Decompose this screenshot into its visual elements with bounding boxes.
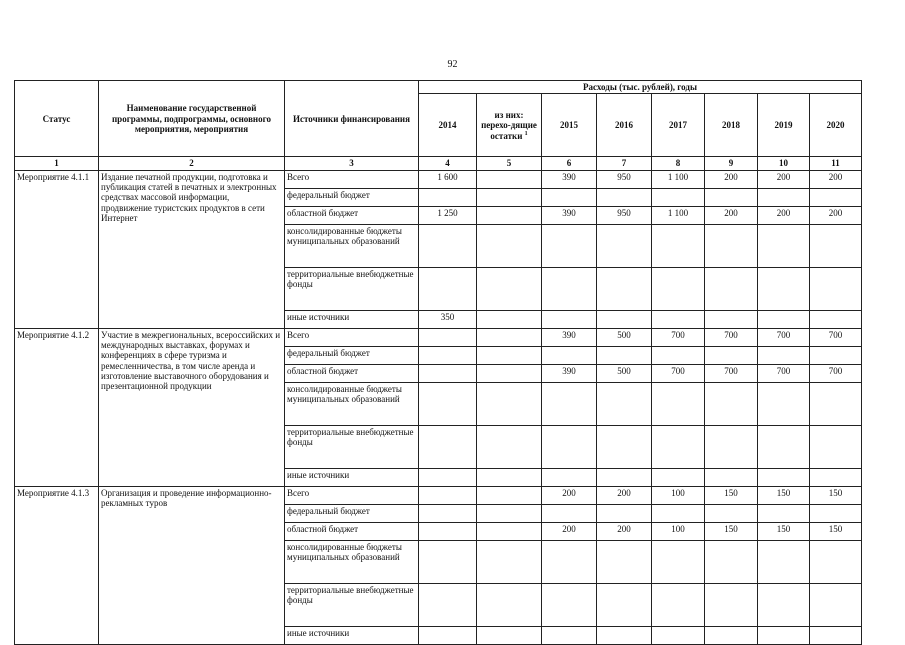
amount-cell	[758, 382, 810, 425]
amount-cell	[705, 310, 758, 328]
amount-cell	[758, 224, 810, 267]
funding-source: Всего	[285, 486, 419, 504]
amount-cell: 100	[652, 486, 705, 504]
amount-cell	[419, 468, 477, 486]
measure-name: Издание печатной продукции, подготовка и публикация статей в печатных и электронных средствах массовой информации, продвижение туристских продуктов в сети Интернет	[99, 170, 285, 328]
amount-cell	[810, 382, 862, 425]
funding-source: иные источники	[285, 468, 419, 486]
amount-cell	[810, 468, 862, 486]
amount-cell	[419, 540, 477, 583]
amount-cell: 390	[542, 328, 597, 346]
amount-cell	[758, 346, 810, 364]
amount-cell	[810, 540, 862, 583]
funding-source: территориальные внебюджетные фонды	[285, 425, 419, 468]
amount-cell: 150	[758, 486, 810, 504]
header-of-which: из них: перехо-дящие остатки $^1$	[477, 94, 542, 157]
funding-source: территориальные внебюджетные фонды	[285, 583, 419, 626]
funding-source: иные источники	[285, 310, 419, 328]
amount-cell	[705, 540, 758, 583]
header-year-2014: 2014	[419, 94, 477, 157]
amount-cell: 700	[810, 328, 862, 346]
measure-name: Организация и проведение информационно-рекламных туров	[99, 486, 285, 644]
amount-cell	[597, 346, 652, 364]
amount-cell	[542, 626, 597, 644]
amount-cell	[419, 425, 477, 468]
header-year-2015: 2015	[542, 94, 597, 157]
column-number: 7	[597, 157, 652, 170]
amount-cell	[477, 504, 542, 522]
amount-cell	[477, 468, 542, 486]
amount-cell: 500	[597, 328, 652, 346]
column-numbers-row	[15, 157, 862, 170]
amount-cell: 700	[652, 364, 705, 382]
amount-cell: 390	[542, 206, 597, 224]
amount-cell	[652, 425, 705, 468]
column-number: 4	[419, 157, 477, 170]
amount-cell	[542, 267, 597, 310]
amount-cell	[597, 504, 652, 522]
amount-cell	[652, 540, 705, 583]
amount-cell: 500	[597, 364, 652, 382]
header-year-2020: 2020	[810, 94, 862, 157]
table-row	[15, 328, 862, 346]
header-year-2017: 2017	[652, 94, 705, 157]
column-number: 10	[758, 157, 810, 170]
amount-cell	[758, 310, 810, 328]
amount-cell: 1 250	[419, 206, 477, 224]
amount-cell	[705, 583, 758, 626]
header-year-2019: 2019	[758, 94, 810, 157]
amount-cell: 1 600	[419, 170, 477, 188]
amount-cell	[758, 425, 810, 468]
funding-source: консолидированные бюджеты муниципальных образований	[285, 382, 419, 425]
amount-cell: 200	[542, 486, 597, 504]
amount-cell	[652, 583, 705, 626]
amount-cell	[652, 224, 705, 267]
funding-source: иные источники	[285, 626, 419, 644]
amount-cell	[705, 626, 758, 644]
amount-cell	[419, 224, 477, 267]
amount-cell: 150	[705, 486, 758, 504]
amount-cell	[705, 425, 758, 468]
funding-source: Всего	[285, 328, 419, 346]
funding-source: Всего	[285, 170, 419, 188]
amount-cell	[477, 540, 542, 583]
amount-cell: 200	[597, 522, 652, 540]
amount-cell: 700	[705, 364, 758, 382]
amount-cell	[810, 267, 862, 310]
amount-cell	[419, 583, 477, 626]
column-number: 8	[652, 157, 705, 170]
amount-cell	[597, 267, 652, 310]
amount-cell	[477, 206, 542, 224]
amount-cell	[705, 504, 758, 522]
header-sources: Источники финансирования	[285, 81, 419, 157]
amount-cell: 200	[597, 486, 652, 504]
amount-cell: 1 100	[652, 170, 705, 188]
amount-cell	[705, 468, 758, 486]
header-year-2018: 2018	[705, 94, 758, 157]
header-name: Наименование государственной программы, подпрограммы, основного мероприятия, мероприятия	[99, 81, 285, 157]
amount-cell	[477, 170, 542, 188]
amount-cell: 150	[810, 486, 862, 504]
header-expenses: Расходы (тыс. рублей), годы	[419, 81, 862, 94]
amount-cell: 390	[542, 364, 597, 382]
amount-cell: 200	[705, 170, 758, 188]
amount-cell	[758, 504, 810, 522]
amount-cell	[542, 310, 597, 328]
amount-cell: 200	[705, 206, 758, 224]
amount-cell	[477, 267, 542, 310]
amount-cell	[652, 188, 705, 206]
amount-cell	[810, 224, 862, 267]
funding-source: федеральный бюджет	[285, 346, 419, 364]
amount-cell: 950	[597, 170, 652, 188]
amount-cell	[758, 188, 810, 206]
funding-source: территориальные внебюджетные фонды	[285, 267, 419, 310]
amount-cell	[477, 522, 542, 540]
amount-cell	[705, 267, 758, 310]
amount-cell	[477, 425, 542, 468]
amount-cell	[810, 504, 862, 522]
funding-source: областной бюджет	[285, 364, 419, 382]
funding-source: областной бюджет	[285, 206, 419, 224]
table-row	[15, 170, 862, 188]
amount-cell	[419, 188, 477, 206]
amount-cell	[477, 328, 542, 346]
amount-cell	[652, 626, 705, 644]
amount-cell	[652, 468, 705, 486]
measure-name: Участие в межрегиональных, всероссийских и международных выставках, форумах и конференциях в сфере туризма и ремесленничества, в том числе аренда и изготовление выставочного оборудования и презентационной продукции	[99, 328, 285, 486]
amount-cell	[810, 310, 862, 328]
amount-cell	[597, 310, 652, 328]
amount-cell: 150	[705, 522, 758, 540]
amount-cell	[542, 346, 597, 364]
amount-cell: 150	[810, 522, 862, 540]
amount-cell: 200	[758, 206, 810, 224]
amount-cell	[477, 310, 542, 328]
amount-cell	[597, 188, 652, 206]
funding-source: консолидированные бюджеты муниципальных образований	[285, 224, 419, 267]
amount-cell	[810, 626, 862, 644]
amount-cell	[652, 382, 705, 425]
amount-cell	[597, 425, 652, 468]
amount-cell	[705, 224, 758, 267]
amount-cell	[810, 188, 862, 206]
amount-cell	[542, 583, 597, 626]
amount-cell	[477, 583, 542, 626]
amount-cell	[705, 382, 758, 425]
amount-cell	[810, 583, 862, 626]
measure-status: Мероприятие 4.1.2	[15, 328, 99, 486]
column-number: 1	[15, 157, 99, 170]
funding-source: консолидированные бюджеты муниципальных образований	[285, 540, 419, 583]
amount-cell	[758, 540, 810, 583]
column-number: 5	[477, 157, 542, 170]
amount-cell	[652, 346, 705, 364]
amount-cell: 150	[758, 522, 810, 540]
amount-cell	[477, 224, 542, 267]
amount-cell	[419, 522, 477, 540]
amount-cell	[419, 328, 477, 346]
table-row	[15, 486, 862, 504]
amount-cell	[597, 224, 652, 267]
page-number: 92	[447, 59, 458, 70]
amount-cell	[419, 346, 477, 364]
measure-status: Мероприятие 4.1.1	[15, 170, 99, 328]
amount-cell	[597, 468, 652, 486]
amount-cell: 700	[810, 364, 862, 382]
amount-cell	[419, 626, 477, 644]
amount-cell: 200	[758, 170, 810, 188]
amount-cell	[758, 626, 810, 644]
amount-cell: 700	[652, 328, 705, 346]
amount-cell	[758, 583, 810, 626]
funding-source: федеральный бюджет	[285, 504, 419, 522]
amount-cell: 700	[705, 328, 758, 346]
amount-cell	[652, 267, 705, 310]
amount-cell	[597, 382, 652, 425]
amount-cell	[652, 504, 705, 522]
amount-cell	[758, 267, 810, 310]
amount-cell	[419, 364, 477, 382]
amount-cell: 390	[542, 170, 597, 188]
column-number: 11	[810, 157, 862, 170]
amount-cell	[542, 468, 597, 486]
amount-cell: 950	[597, 206, 652, 224]
amount-cell	[419, 267, 477, 310]
header-year-2016: 2016	[597, 94, 652, 157]
amount-cell: 700	[758, 328, 810, 346]
amount-cell: 200	[810, 206, 862, 224]
amount-cell: 350	[419, 310, 477, 328]
amount-cell	[477, 188, 542, 206]
amount-cell	[542, 224, 597, 267]
amount-cell	[652, 310, 705, 328]
amount-cell	[810, 425, 862, 468]
amount-cell: 200	[810, 170, 862, 188]
funding-source: областной бюджет	[285, 522, 419, 540]
amount-cell	[542, 504, 597, 522]
amount-cell	[542, 540, 597, 583]
measure-status: Мероприятие 4.1.3	[15, 486, 99, 644]
column-number: 9	[705, 157, 758, 170]
amount-cell	[477, 486, 542, 504]
funding-source: федеральный бюджет	[285, 188, 419, 206]
amount-cell	[542, 188, 597, 206]
amount-cell: 1 100	[652, 206, 705, 224]
amount-cell	[542, 382, 597, 425]
amount-cell	[810, 346, 862, 364]
amount-cell	[419, 486, 477, 504]
amount-cell	[705, 346, 758, 364]
amount-cell	[477, 346, 542, 364]
amount-cell	[597, 540, 652, 583]
amount-cell	[597, 583, 652, 626]
amount-cell	[419, 504, 477, 522]
amount-cell	[542, 425, 597, 468]
amount-cell: 100	[652, 522, 705, 540]
amount-cell	[419, 382, 477, 425]
amount-cell	[477, 364, 542, 382]
amount-cell	[477, 626, 542, 644]
amount-cell	[477, 382, 542, 425]
amount-cell: 700	[758, 364, 810, 382]
column-number: 2	[99, 157, 285, 170]
column-number: 6	[542, 157, 597, 170]
amount-cell	[758, 468, 810, 486]
amount-cell: 200	[542, 522, 597, 540]
header-status: Статус	[15, 81, 99, 157]
amount-cell	[597, 626, 652, 644]
amount-cell	[705, 188, 758, 206]
column-number: 3	[285, 157, 419, 170]
budget-table	[14, 80, 862, 645]
